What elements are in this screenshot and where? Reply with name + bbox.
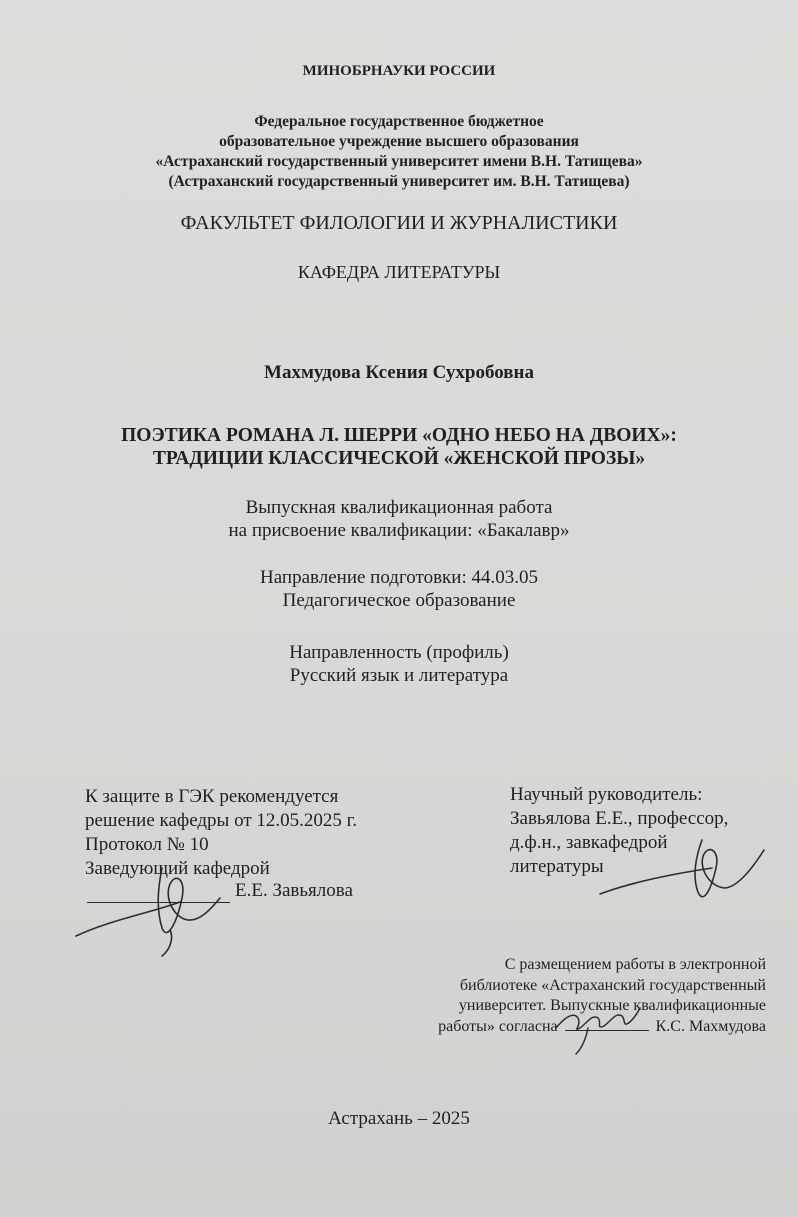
supervisor-line: литературы bbox=[510, 856, 604, 877]
work-type-line: Выпускная квалификационная работа bbox=[245, 497, 553, 518]
head-of-department-name: Е.Е. Завьялова bbox=[235, 880, 353, 901]
defense-line: Протокол № 10 bbox=[85, 834, 209, 855]
supervisor-line: д.ф.н., завкафедрой bbox=[510, 832, 668, 853]
work-type-line: на присвоение квалификации: «Бакалавр» bbox=[228, 520, 570, 541]
author-name: Махмудова Ксения Сухробовна bbox=[264, 362, 534, 383]
supervisor-line: Научный руководитель: bbox=[510, 784, 703, 805]
student-name: К.С. Махмудова bbox=[655, 1017, 766, 1035]
study-direction bbox=[0, 566, 798, 612]
study-profile-line: Направленность (профиль) bbox=[289, 642, 509, 663]
study-profile-line: Русский язык и литература bbox=[289, 665, 509, 686]
consent-line: библиотеке «Астраханский государственный bbox=[459, 976, 766, 994]
thesis-title bbox=[0, 424, 798, 470]
head-signature bbox=[70, 858, 230, 958]
study-direction-line: Педагогическое образование bbox=[282, 590, 516, 611]
university-name bbox=[0, 112, 798, 192]
thesis-title-line: ТРАДИЦИИ КЛАССИЧЕСКОЙ «ЖЕНСКОЙ ПРОЗЫ» bbox=[152, 448, 646, 469]
study-direction-line: Направление подготовки: 44.03.05 bbox=[260, 567, 538, 588]
ministry-heading: МИНОБРНАУКИ РОССИИ bbox=[302, 63, 496, 79]
defense-line: К защите в ГЭК рекомендуется bbox=[85, 786, 339, 807]
student-signature bbox=[552, 998, 644, 1056]
supervisor-line: Завьялова Е.Е., профессор, bbox=[510, 808, 729, 829]
university-line: образовательное учреждение высшего образования bbox=[219, 133, 579, 150]
consent-line: университет. Выпускные квалификационные bbox=[458, 997, 766, 1014]
work-type bbox=[0, 496, 798, 542]
department-name: КАФЕДРА ЛИТЕРАТУРЫ bbox=[297, 262, 501, 282]
university-line: «Астраханский государственный университет имени В.Н. Татищева» bbox=[155, 153, 643, 170]
defense-line: Заведующий кафедрой bbox=[85, 858, 270, 879]
university-line: Федеральное государственное бюджетное bbox=[254, 113, 544, 130]
city-year: Астрахань – 2025 bbox=[328, 1108, 470, 1129]
supervisor-signature bbox=[592, 832, 772, 912]
consent-prefix: работы» согласна bbox=[438, 1017, 558, 1035]
defense-line: решение кафедры от 12.05.2025 г. bbox=[85, 810, 358, 831]
faculty-name: ФАКУЛЬТЕТ ФИЛОЛОГИИ И ЖУРНАЛИСТИКИ bbox=[180, 212, 618, 234]
university-line: (Астраханский государственный университет им. В.Н. Татищева) bbox=[168, 173, 630, 190]
study-profile bbox=[0, 641, 798, 687]
thesis-title-line: ПОЭТИКА РОМАНА Л. ШЕРРИ «ОДНО НЕБО НА ДВОИХ»: bbox=[121, 425, 677, 446]
consent-line: С размещением работы в электронной bbox=[504, 956, 766, 973]
